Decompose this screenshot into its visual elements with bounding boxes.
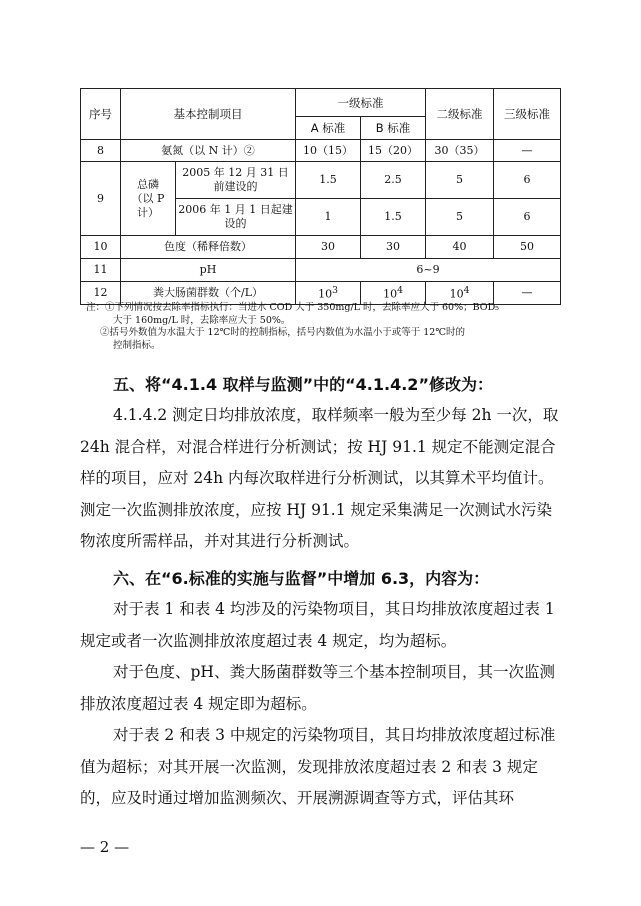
row-no: 9 (81, 162, 121, 236)
cell-grade2: 30（35） (426, 140, 494, 162)
header-grade1-b: B 标准 (361, 117, 426, 140)
table-row (81, 162, 561, 199)
row-subitem: 2006 年 1 月 1 日起建设的 (176, 199, 296, 236)
cell-grade2: 5 (426, 162, 494, 199)
exponent: 3 (332, 285, 338, 297)
note-line: 注：①下列情况按去除率指标执行：当进水 COD 大于 350mg/L 时，去除率应大于 60%；BOD₅ (86, 302, 499, 313)
cell-grade3: 6 (494, 199, 561, 236)
section-heading: 六、在“6.标准的实施与监督”中增加 6.3，内容为： (113, 569, 490, 588)
cell-grade2: 40 (426, 236, 494, 259)
table-row (81, 140, 561, 162)
cell-b: 1.5 (361, 199, 426, 236)
cell-b: 2.5 (361, 162, 426, 199)
cell-a: 1 (296, 199, 361, 236)
table-row (81, 259, 561, 282)
cell-grade3: 6 (494, 162, 561, 199)
section-paragraph (80, 400, 562, 558)
row-no: 8 (81, 140, 121, 162)
paragraph: 4.1.4.2 测定日均排放浓度，取样频率一般为至少每 2h 一次，取 24h 混合样，对混合样进行分析测试；按 HJ 91.1 规定不能测定混合样的项目，应对 24h 内每次取样进行分析测试，以其算术平均值计。测定一次监测排放浓度，应按 HJ 91.1 规定采集满足一次测试水污染物浓度所需样品，并对其进行分析测试。 (80, 406, 559, 550)
row-no: 10 (81, 236, 121, 259)
header-grade1-a: A 标准 (296, 117, 361, 140)
row-item: 氨氮（以 N 计）② (121, 140, 296, 162)
header-item: 基本控制项目 (121, 89, 296, 140)
row-item: 色度（稀释倍数） (121, 236, 296, 259)
paragraph: 对于色度、pH、粪大肠菌群数等三个基本控制项目，其一次监测排放浓度超过表 4 规定即为超标。 (80, 663, 555, 713)
cell-a: 1.5 (296, 162, 361, 199)
header-grade2: 二级标准 (426, 89, 494, 140)
header-grade3: 三级标准 (494, 89, 561, 140)
row-item: pH (121, 259, 296, 282)
standards-table (80, 88, 561, 305)
base: 10 (383, 287, 398, 301)
row-subitem: 2005 年 12 月 31 日前建设的 (176, 162, 296, 199)
cell-grade3: — (494, 140, 561, 162)
table-notes (86, 302, 556, 352)
cell-a: 10（15） (296, 140, 361, 162)
cell-grade3: 50 (494, 236, 561, 259)
header-grade1: 一级标准 (296, 89, 426, 117)
cell-grade3: — (494, 282, 561, 305)
cell-b: 15（20） (361, 140, 426, 162)
note-line: 控制指标。 (113, 339, 161, 351)
row-no: 12 (81, 282, 121, 305)
cell-grade2: 5 (426, 199, 494, 236)
note-line: ②括号外数值为水温大于 12℃时的控制指标，括号内数值为水温小于或等于 12℃时的 (100, 327, 465, 338)
table-row (81, 236, 561, 259)
section-paragraph (80, 594, 562, 815)
exponent: 4 (463, 285, 470, 297)
paragraph: 对于表 1 和表 4 均涉及的污染物项目，其日均排放浓度超过表 1 规定或者一次监测排放浓度超过表 4 规定，均为超标。 (80, 600, 555, 650)
row-item: 粪大肠菌群数（个/L） (121, 282, 296, 305)
cell-a: 30 (296, 236, 361, 259)
paragraph: 对于表 2 和表 3 中规定的污染物项目，其日均排放浓度超过标准值为超标；对其开展一次监测，发现排放浓度超过表 2 和表 3 规定的，应及时通过增加监测频次、开展溯源调查等方式，评估其环 (80, 726, 556, 807)
base: 10 (449, 287, 464, 301)
exponent: 4 (397, 285, 403, 297)
base: 10 (318, 287, 333, 301)
cell-ph-range: 6~9 (296, 259, 561, 282)
row-no: 11 (81, 259, 121, 282)
cell-b: 30 (361, 236, 426, 259)
section-heading: 五、将“4.1.4 取样与监测”中的“4.1.4.2”修改为： (113, 375, 493, 394)
row-item: 总磷 （以 P 计） (121, 162, 176, 236)
page-number: — 2 — (80, 838, 130, 856)
header-no: 序号 (81, 89, 121, 140)
note-line: 大于 160mg/L 时，去除率应大于 50%。 (113, 314, 291, 326)
